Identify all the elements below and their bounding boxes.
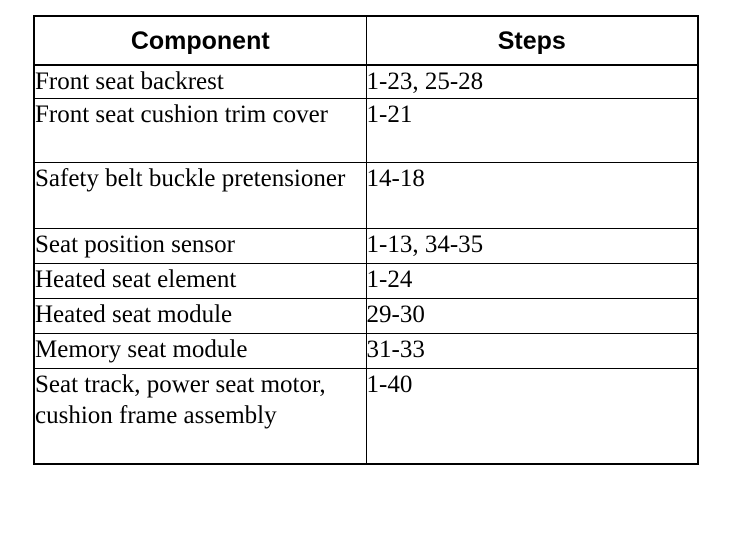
component-cell: Front seat cushion trim cover: [34, 99, 366, 163]
steps-cell: 1-13, 34-35: [366, 229, 698, 264]
component-cell: Seat track, power seat motor, cushion frame assembly: [34, 369, 366, 465]
component-cell: Seat position sensor: [34, 229, 366, 264]
steps-cell: 1-23, 25-28: [366, 65, 698, 99]
component-cell: Memory seat module: [34, 334, 366, 369]
steps-cell: 14-18: [366, 163, 698, 229]
column-header-component: Component: [34, 16, 366, 65]
steps-cell: 1-24: [366, 264, 698, 299]
table-row: [34, 65, 698, 99]
component-cell: Safety belt buckle pretensioner: [34, 163, 366, 229]
component-cell: Heated seat module: [34, 299, 366, 334]
table-row: [34, 369, 698, 465]
component-cell: Heated seat element: [34, 264, 366, 299]
steps-cell: 1-40: [366, 369, 698, 465]
table-row: [34, 229, 698, 264]
table-row: [34, 99, 698, 163]
table-row: [34, 163, 698, 229]
component-steps-table: [33, 15, 699, 465]
table-row: [34, 334, 698, 369]
table-row: [34, 299, 698, 334]
column-header-steps: Steps: [366, 16, 698, 65]
component-cell: Front seat backrest: [34, 65, 366, 99]
table-header-row: [34, 16, 698, 65]
table-row: [34, 264, 698, 299]
steps-cell: 31-33: [366, 334, 698, 369]
steps-cell: 29-30: [366, 299, 698, 334]
steps-cell: 1-21: [366, 99, 698, 163]
